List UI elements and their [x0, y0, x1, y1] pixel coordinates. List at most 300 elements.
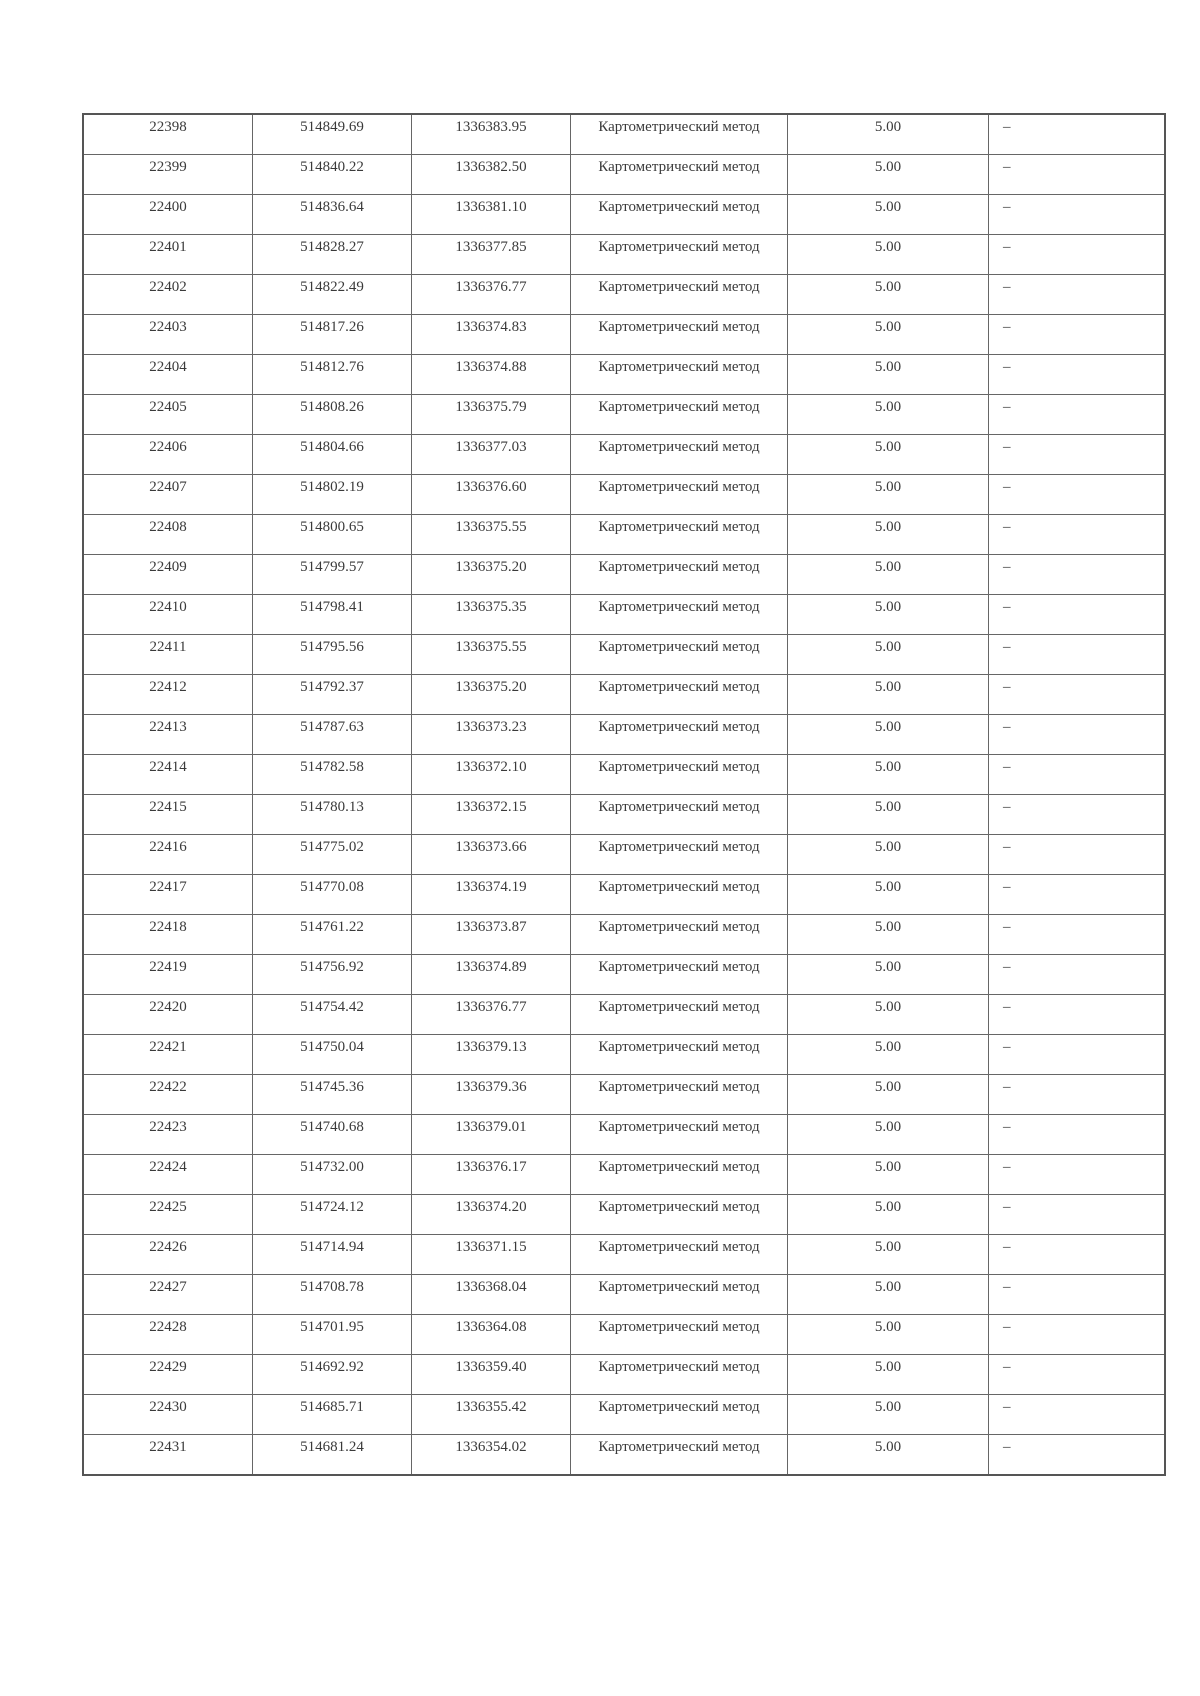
method-cell — [571, 915, 788, 955]
method-cell-text: Картометрический метод — [598, 239, 760, 255]
method-cell-text: Картометрический метод — [598, 719, 760, 735]
x-coordinate-cell-text: 514780.13 — [300, 799, 364, 815]
point-number-cell — [83, 555, 253, 595]
table-row — [83, 1075, 1165, 1115]
table-row — [83, 875, 1165, 915]
y-coordinate-cell-text: 1336375.79 — [455, 399, 527, 415]
accuracy-cell-text: 5.00 — [874, 959, 902, 975]
point-number-cell-text: 22421 — [149, 1039, 187, 1055]
method-cell — [571, 515, 788, 555]
note-cell — [989, 675, 1165, 715]
y-coordinate-cell-text: 1336381.10 — [455, 199, 527, 215]
method-cell — [571, 1275, 788, 1315]
x-coordinate-cell-text: 514840.22 — [300, 159, 364, 175]
method-cell-text: Картометрический метод — [598, 119, 760, 135]
accuracy-cell — [788, 395, 989, 435]
x-coordinate-cell-text: 514732.00 — [300, 1159, 364, 1175]
method-cell — [571, 1355, 788, 1395]
x-coordinate-cell-text: 514799.57 — [300, 559, 364, 575]
x-coordinate-cell — [253, 1195, 412, 1235]
table-row — [83, 195, 1165, 235]
x-coordinate-cell — [253, 795, 412, 835]
y-coordinate-cell-text: 1336373.66 — [455, 839, 527, 855]
x-coordinate-cell — [253, 1115, 412, 1155]
note-cell-text: – — [1003, 1399, 1011, 1415]
accuracy-cell-text: 5.00 — [874, 1279, 902, 1295]
table-row — [83, 315, 1165, 355]
accuracy-cell — [788, 715, 989, 755]
note-cell — [989, 1195, 1165, 1235]
point-number-cell — [83, 995, 253, 1035]
x-coordinate-cell-text: 514795.56 — [300, 639, 364, 655]
y-coordinate-cell — [412, 195, 571, 235]
y-coordinate-cell — [412, 835, 571, 875]
note-cell-text: – — [1003, 239, 1011, 255]
note-cell-text: – — [1003, 359, 1011, 375]
point-number-cell-text: 22401 — [149, 239, 187, 255]
accuracy-cell — [788, 1115, 989, 1155]
method-cell — [571, 595, 788, 635]
method-cell-text: Картометрический метод — [598, 959, 760, 975]
note-cell — [989, 315, 1165, 355]
y-coordinate-cell — [412, 1395, 571, 1435]
y-coordinate-cell — [412, 915, 571, 955]
x-coordinate-cell-text: 514802.19 — [300, 479, 364, 495]
document-page — [82, 113, 1158, 1476]
point-number-cell — [83, 1275, 253, 1315]
method-cell — [571, 315, 788, 355]
accuracy-cell — [788, 1435, 989, 1476]
point-number-cell — [83, 1155, 253, 1195]
x-coordinate-cell-text: 514836.64 — [300, 199, 364, 215]
accuracy-cell — [788, 435, 989, 475]
y-coordinate-cell-text: 1336375.55 — [455, 519, 527, 535]
note-cell — [989, 555, 1165, 595]
accuracy-cell-text: 5.00 — [874, 1159, 902, 1175]
method-cell — [571, 1195, 788, 1235]
note-cell-text: – — [1003, 399, 1011, 415]
method-cell — [571, 1315, 788, 1355]
y-coordinate-cell — [412, 555, 571, 595]
point-number-cell — [83, 235, 253, 275]
y-coordinate-cell — [412, 715, 571, 755]
y-coordinate-cell-text: 1336374.83 — [455, 319, 527, 335]
y-coordinate-cell — [412, 755, 571, 795]
method-cell-text: Картометрический метод — [598, 999, 760, 1015]
point-number-cell-text: 22411 — [149, 639, 187, 655]
y-coordinate-cell-text: 1336364.08 — [455, 1319, 527, 1335]
note-cell-text: – — [1003, 159, 1011, 175]
note-cell — [989, 155, 1165, 195]
table-row — [83, 1115, 1165, 1155]
y-coordinate-cell — [412, 1355, 571, 1395]
point-number-cell — [83, 1195, 253, 1235]
note-cell — [989, 835, 1165, 875]
point-number-cell — [83, 355, 253, 395]
table-body — [83, 114, 1165, 1475]
method-cell — [571, 1235, 788, 1275]
y-coordinate-cell — [412, 1155, 571, 1195]
note-cell — [989, 1435, 1165, 1476]
point-number-cell — [83, 955, 253, 995]
note-cell — [989, 915, 1165, 955]
method-cell-text: Картометрический метод — [598, 1279, 760, 1295]
method-cell-text: Картометрический метод — [598, 159, 760, 175]
y-coordinate-cell-text: 1336376.77 — [455, 999, 527, 1015]
accuracy-cell — [788, 1155, 989, 1195]
method-cell-text: Картометрический метод — [598, 1039, 760, 1055]
method-cell — [571, 1075, 788, 1115]
point-number-cell — [83, 395, 253, 435]
method-cell — [571, 555, 788, 595]
note-cell — [989, 195, 1165, 235]
note-cell-text: – — [1003, 319, 1011, 335]
point-number-cell — [83, 915, 253, 955]
accuracy-cell-text: 5.00 — [874, 1319, 902, 1335]
y-coordinate-cell-text: 1336382.50 — [455, 159, 527, 175]
y-coordinate-cell-text: 1336379.13 — [455, 1039, 527, 1055]
x-coordinate-cell — [253, 915, 412, 955]
y-coordinate-cell — [412, 275, 571, 315]
accuracy-cell-text: 5.00 — [874, 679, 902, 695]
x-coordinate-cell-text: 514812.76 — [300, 359, 364, 375]
method-cell-text: Картометрический метод — [598, 759, 760, 775]
method-cell — [571, 1115, 788, 1155]
note-cell — [989, 1275, 1165, 1315]
table-row — [83, 1195, 1165, 1235]
accuracy-cell — [788, 155, 989, 195]
point-number-cell-text: 22414 — [149, 759, 187, 775]
point-number-cell-text: 22399 — [149, 159, 187, 175]
method-cell — [571, 155, 788, 195]
method-cell — [571, 835, 788, 875]
point-number-cell-text: 22405 — [149, 399, 187, 415]
method-cell — [571, 1435, 788, 1476]
x-coordinate-cell-text: 514754.42 — [300, 999, 364, 1015]
method-cell-text: Картометрический метод — [598, 839, 760, 855]
y-coordinate-cell — [412, 955, 571, 995]
x-coordinate-cell-text: 514804.66 — [300, 439, 364, 455]
x-coordinate-cell — [253, 435, 412, 475]
x-coordinate-cell — [253, 1395, 412, 1435]
note-cell — [989, 1075, 1165, 1115]
y-coordinate-cell-text: 1336371.15 — [455, 1239, 527, 1255]
point-number-cell — [83, 315, 253, 355]
x-coordinate-cell — [253, 835, 412, 875]
accuracy-cell — [788, 555, 989, 595]
accuracy-cell — [788, 355, 989, 395]
method-cell-text: Картометрический метод — [598, 279, 760, 295]
point-number-cell-text: 22406 — [149, 439, 187, 455]
x-coordinate-cell-text: 514756.92 — [300, 959, 364, 975]
accuracy-cell — [788, 475, 989, 515]
y-coordinate-cell — [412, 675, 571, 715]
point-number-cell-text: 22400 — [149, 199, 187, 215]
x-coordinate-cell — [253, 1035, 412, 1075]
x-coordinate-cell-text: 514787.63 — [300, 719, 364, 735]
note-cell-text: – — [1003, 639, 1011, 655]
method-cell-text: Картометрический метод — [598, 439, 760, 455]
method-cell-text: Картометрический метод — [598, 399, 760, 415]
point-number-cell-text: 22404 — [149, 359, 187, 375]
accuracy-cell-text: 5.00 — [874, 599, 902, 615]
note-cell — [989, 635, 1165, 675]
note-cell-text: – — [1003, 479, 1011, 495]
method-cell — [571, 235, 788, 275]
accuracy-cell-text: 5.00 — [874, 279, 902, 295]
note-cell — [989, 515, 1165, 555]
y-coordinate-cell — [412, 875, 571, 915]
accuracy-cell — [788, 955, 989, 995]
method-cell-text: Картометрический метод — [598, 1399, 760, 1415]
y-coordinate-cell-text: 1336375.20 — [455, 679, 527, 695]
note-cell — [989, 755, 1165, 795]
y-coordinate-cell — [412, 395, 571, 435]
x-coordinate-cell — [253, 595, 412, 635]
point-number-cell-text: 22415 — [149, 799, 187, 815]
point-number-cell — [83, 595, 253, 635]
method-cell-text: Картометрический метод — [598, 639, 760, 655]
method-cell — [571, 755, 788, 795]
method-cell — [571, 715, 788, 755]
note-cell-text: – — [1003, 439, 1011, 455]
table-row — [83, 635, 1165, 675]
method-cell — [571, 875, 788, 915]
point-number-cell-text: 22426 — [149, 1239, 187, 1255]
method-cell-text: Картометрический метод — [598, 1079, 760, 1095]
accuracy-cell-text: 5.00 — [874, 759, 902, 775]
note-cell — [989, 114, 1165, 155]
table-row — [83, 715, 1165, 755]
accuracy-cell — [788, 755, 989, 795]
point-number-cell — [83, 835, 253, 875]
note-cell — [989, 1395, 1165, 1435]
method-cell — [571, 475, 788, 515]
method-cell — [571, 114, 788, 155]
note-cell-text: – — [1003, 919, 1011, 935]
table-row — [83, 1275, 1165, 1315]
accuracy-cell — [788, 235, 989, 275]
y-coordinate-cell — [412, 1195, 571, 1235]
accuracy-cell — [788, 595, 989, 635]
point-number-cell — [83, 1035, 253, 1075]
point-number-cell-text: 22418 — [149, 919, 187, 935]
table-row — [83, 1155, 1165, 1195]
table-row — [83, 515, 1165, 555]
note-cell-text: – — [1003, 759, 1011, 775]
point-number-cell-text: 22420 — [149, 999, 187, 1015]
x-coordinate-cell — [253, 515, 412, 555]
accuracy-cell — [788, 1035, 989, 1075]
x-coordinate-cell — [253, 1155, 412, 1195]
x-coordinate-cell — [253, 275, 412, 315]
method-cell — [571, 995, 788, 1035]
x-coordinate-cell — [253, 875, 412, 915]
y-coordinate-cell — [412, 315, 571, 355]
accuracy-cell — [788, 1395, 989, 1435]
x-coordinate-cell-text: 514750.04 — [300, 1039, 364, 1055]
y-coordinate-cell-text: 1336375.20 — [455, 559, 527, 575]
method-cell — [571, 195, 788, 235]
accuracy-cell-text: 5.00 — [874, 1199, 902, 1215]
accuracy-cell-text: 5.00 — [874, 799, 902, 815]
accuracy-cell-text: 5.00 — [874, 719, 902, 735]
note-cell-text: – — [1003, 519, 1011, 535]
note-cell-text: – — [1003, 119, 1011, 135]
point-number-cell — [83, 1235, 253, 1275]
note-cell — [989, 1315, 1165, 1355]
point-number-cell-text: 22412 — [149, 679, 187, 695]
note-cell-text: – — [1003, 879, 1011, 895]
note-cell-text: – — [1003, 1119, 1011, 1135]
note-cell — [989, 795, 1165, 835]
y-coordinate-cell — [412, 435, 571, 475]
note-cell — [989, 395, 1165, 435]
point-number-cell-text: 22422 — [149, 1079, 187, 1095]
point-number-cell-text: 22419 — [149, 959, 187, 975]
y-coordinate-cell-text: 1336372.15 — [455, 799, 527, 815]
point-number-cell — [83, 155, 253, 195]
y-coordinate-cell — [412, 155, 571, 195]
x-coordinate-cell-text: 514685.71 — [300, 1399, 364, 1415]
method-cell-text: Картометрический метод — [598, 1159, 760, 1175]
table-row — [83, 915, 1165, 955]
table-row — [83, 795, 1165, 835]
accuracy-cell-text: 5.00 — [874, 839, 902, 855]
point-number-cell-text: 22413 — [149, 719, 187, 735]
y-coordinate-cell — [412, 1075, 571, 1115]
accuracy-cell — [788, 114, 989, 155]
point-number-cell-text: 22408 — [149, 519, 187, 535]
x-coordinate-cell — [253, 235, 412, 275]
y-coordinate-cell-text: 1336379.36 — [455, 1079, 527, 1095]
point-number-cell-text: 22428 — [149, 1319, 187, 1335]
accuracy-cell — [788, 1355, 989, 1395]
y-coordinate-cell-text: 1336368.04 — [455, 1279, 527, 1295]
y-coordinate-cell — [412, 1115, 571, 1155]
y-coordinate-cell — [412, 235, 571, 275]
method-cell-text: Картометрический метод — [598, 599, 760, 615]
table-row — [83, 155, 1165, 195]
point-number-cell-text: 22417 — [149, 879, 187, 895]
point-number-cell — [83, 1115, 253, 1155]
x-coordinate-cell-text: 514745.36 — [300, 1079, 364, 1095]
accuracy-cell-text: 5.00 — [874, 359, 902, 375]
method-cell — [571, 955, 788, 995]
y-coordinate-cell-text: 1336377.85 — [455, 239, 527, 255]
method-cell — [571, 1395, 788, 1435]
accuracy-cell-text: 5.00 — [874, 1359, 902, 1375]
y-coordinate-cell-text: 1336373.87 — [455, 919, 527, 935]
x-coordinate-cell — [253, 1315, 412, 1355]
x-coordinate-cell — [253, 475, 412, 515]
point-number-cell — [83, 1355, 253, 1395]
accuracy-cell-text: 5.00 — [874, 119, 902, 135]
note-cell — [989, 955, 1165, 995]
x-coordinate-cell — [253, 755, 412, 795]
accuracy-cell — [788, 275, 989, 315]
x-coordinate-cell — [253, 955, 412, 995]
accuracy-cell — [788, 1275, 989, 1315]
x-coordinate-cell-text: 514828.27 — [300, 239, 364, 255]
accuracy-cell — [788, 515, 989, 555]
note-cell-text: – — [1003, 1079, 1011, 1095]
x-coordinate-cell-text: 514701.95 — [300, 1319, 364, 1335]
y-coordinate-cell — [412, 515, 571, 555]
note-cell-text: – — [1003, 959, 1011, 975]
y-coordinate-cell — [412, 995, 571, 1035]
accuracy-cell-text: 5.00 — [874, 1119, 902, 1135]
x-coordinate-cell-text: 514740.68 — [300, 1119, 364, 1135]
point-number-cell-text: 22429 — [149, 1359, 187, 1375]
accuracy-cell — [788, 835, 989, 875]
y-coordinate-cell-text: 1336354.02 — [455, 1439, 527, 1455]
table-row — [83, 1235, 1165, 1275]
method-cell-text: Картометрический метод — [598, 559, 760, 575]
note-cell — [989, 1355, 1165, 1395]
x-coordinate-cell — [253, 1435, 412, 1476]
accuracy-cell-text: 5.00 — [874, 919, 902, 935]
point-number-cell-text: 22403 — [149, 319, 187, 335]
table-row — [83, 1315, 1165, 1355]
point-number-cell-text: 22424 — [149, 1159, 187, 1175]
note-cell-text: – — [1003, 839, 1011, 855]
y-coordinate-cell-text: 1336359.40 — [455, 1359, 527, 1375]
x-coordinate-cell-text: 514714.94 — [300, 1239, 364, 1255]
table-row — [83, 355, 1165, 395]
method-cell — [571, 355, 788, 395]
note-cell — [989, 595, 1165, 635]
method-cell — [571, 1155, 788, 1195]
note-cell — [989, 355, 1165, 395]
x-coordinate-cell-text: 514724.12 — [300, 1199, 364, 1215]
note-cell-text: – — [1003, 1039, 1011, 1055]
accuracy-cell-text: 5.00 — [874, 199, 902, 215]
accuracy-cell — [788, 915, 989, 955]
x-coordinate-cell-text: 514800.65 — [300, 519, 364, 535]
note-cell — [989, 435, 1165, 475]
note-cell-text: – — [1003, 199, 1011, 215]
note-cell — [989, 1035, 1165, 1075]
method-cell-text: Картометрический метод — [598, 1319, 760, 1335]
note-cell — [989, 1155, 1165, 1195]
accuracy-cell-text: 5.00 — [874, 1439, 902, 1455]
note-cell-text: – — [1003, 679, 1011, 695]
note-cell-text: – — [1003, 799, 1011, 815]
accuracy-cell-text: 5.00 — [874, 159, 902, 175]
y-coordinate-cell-text: 1336372.10 — [455, 759, 527, 775]
accuracy-cell — [788, 795, 989, 835]
point-number-cell-text: 22430 — [149, 1399, 187, 1415]
accuracy-cell — [788, 1195, 989, 1235]
accuracy-cell-text: 5.00 — [874, 999, 902, 1015]
y-coordinate-cell — [412, 475, 571, 515]
method-cell-text: Картометрический метод — [598, 1199, 760, 1215]
y-coordinate-cell — [412, 1435, 571, 1476]
table-row — [83, 555, 1165, 595]
x-coordinate-cell-text: 514761.22 — [300, 919, 364, 935]
coordinates-table — [82, 113, 1166, 1476]
accuracy-cell-text: 5.00 — [874, 319, 902, 335]
note-cell-text: – — [1003, 1439, 1011, 1455]
table-row — [83, 835, 1165, 875]
y-coordinate-cell — [412, 1235, 571, 1275]
method-cell-text: Картометрический метод — [598, 359, 760, 375]
x-coordinate-cell — [253, 1235, 412, 1275]
y-coordinate-cell — [412, 595, 571, 635]
point-number-cell — [83, 875, 253, 915]
point-number-cell — [83, 755, 253, 795]
